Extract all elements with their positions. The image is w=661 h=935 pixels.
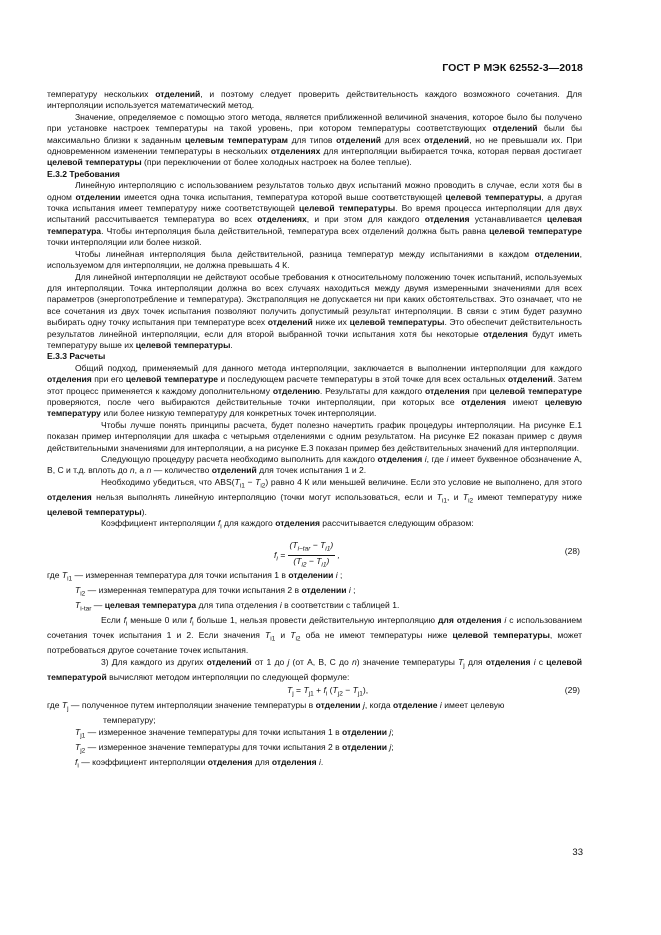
paragraph: Значение, определяемое с помощью этого метода, является приближенной величиной значения, которое было бы получено при установке настроек температуры на такой уровень, при котором температуры соответствующих отделений были бы максимально близки к заданным целевым температурам для типов отделений для всех отделений, но не превышали их. При одновременном изменении температуры в нескольких отделениях для интерполяции выбирается точка, которая первая достигает целевой температуры (при переключении от более холодных настроек на более теплые). (47, 111, 582, 168)
paragraph: Следующую процедуру расчета необходимо выполнить для каждого отделения i, где i имеет буквенное обозначение А, В, С и т.д. вплоть до n, а n — количество отделений для точек испытания 1 и 2. (47, 454, 582, 476)
equation-number: (29) (564, 685, 580, 696)
section-heading: Е.3.2 Требования (47, 168, 120, 179)
definition: $f_i$ — коэффициент интерполяции отделения для отделения i. (75, 756, 324, 770)
paragraph: Для линейной интерполяции не действуют особые требования к относительному положению точек испытаний, используемых для интерполяции. Точка интерполяции должна во всех случаях находиться между двумя измеренными значениями для всех параметров (энергопотребление и температура). Экстраполяция не допускается ни при каких обстоятельствах. Это означает, что не все сочетания из двух точек испытания позволяют получить допустимый результат интерполяции. В связи с этим будет разумно выбирать одну точку испытания при температуре всех отделений ниже их целевой температуры. Это обеспечит действительность результатов линейной интерполяции, если для второй выбранной точки испытания хотя бы некоторые отделения будут иметь температуру выше их целевой температуры. (47, 271, 582, 350)
equation-29: $T_j = T_{j1} + f_i$ $(T_{j2} - T_{j1})$, (29) (287, 685, 580, 698)
paragraph: Чтобы линейная интерполяция была действительной, разница температур между испытаниями в каждом отделении, используемом для интерполяции, не должна превышать 4 К. (47, 248, 582, 271)
definition: где $T_j$ — полученное путем интерполяции значение температуры в отделении j, когда отделение i имеет целевую (47, 700, 505, 713)
paragraph: Чтобы лучше понять принципы расчета, будет полезно начертить график процедуры интерполяции. На рисунке Е.1 показан пример интерполяции для шкафа с четырьмя отделениями с одним результатом. На рисунке Е2 показан пример с двумя действительными значениями для интерполяции, а на рисунке Е.3 показан пример без действительных значений для интерполяции. (47, 419, 582, 453)
paragraph: 3) Для каждого из других отделений от 1 до j (от А, В, С до n) значение температуры $T_j$ для отделения i с целевой температурой вычисляют методом интерполяции по следующей формуле: (47, 656, 582, 682)
paragraph: Необходимо убедиться, что $ABS(T_{i1} - T_{i2})$ равно 4 К или меньшей величине. Если это условие не выполнено, для этого отделения нельзя выполнять линейную интерполяцию (точки могут использоваться, если и $T_{i1}$, и $T_{i2}$ имеют температуру ниже целевой температуры). (47, 476, 582, 518)
paragraph: Коэффициент интерполяции $f_i$ для каждого отделения рассчитывается следующим образом: (101, 518, 474, 532)
equation-28: $f_i$ = $\frac{(T_{i-tar} - T_{i1})}{(T_{i2} - T_{i1})}$ , (28) (274, 539, 580, 569)
paragraph: Линейную интерполяцию с использованием результатов только двух испытаний можно проводить в случае, если хотя бы в одном отделении имеется одна точка испытания, температура которой выше соответствующей целевой температуры, а другая точка испытания имеет температуру ниже соответствующей целевой температуры. Во время процесса интерполяции для двух испытаний рассчитывается температура во всех отделениях, и при этом для каждого отделения устанавливается целевая температура. Чтобы интерполяция была действительной, температура всех отделений должна быть равна целевой температуре точки интерполяции или более низкой. (47, 180, 583, 248)
definition: $T_{j2}$ — измеренное значение температуры для точки испытания 2 в отделении j; (75, 741, 394, 755)
definition: $T_{i-tar}$ — целевая температура для типа отделения i в соответствии с таблицей 1. (75, 599, 400, 613)
paragraph: Если $f_i$ меньше 0 или $f_i$ больше 1, нельзя провести действительную интерполяцию для отделения i с использованием сочетания точек испытания 1 и 2. Если значения $T_{i1}$ и $T_{i2}$ оба не имеют температуры ниже целевой температуры, может потребоваться другое сочетание точек испытания. (47, 614, 582, 656)
equation-number: (28) (564, 545, 580, 556)
page-number: 33 (572, 847, 583, 858)
document-header: ГОСТ Р МЭК 62552-3—2018 (442, 62, 583, 74)
paragraph: Общий подход, применяемый для данного метода интерполяции, заключается в выполнении интерполяции для каждого отделения при его целевой температуре и последующем расчете температуры в этой точке для всех остальных отделений. Затем этот процесс применяется к каждому дополнительному отделению. Результаты для каждого отделения при целевой температуре проверяются, после чего выбираются действительные точки интерполяции, при которых все отделения имеют целевую температуру или более низкую температуру для конкретных точек интерполяции. (47, 362, 583, 419)
definition: температуру; (103, 715, 156, 726)
section-heading: Е.3.3 Расчеты (47, 351, 106, 362)
paragraph: температуру нескольких отделений, и поэтому следует проверить действительность каждого возможного сочетания. Для интерполяции используется математический метод. (47, 89, 582, 111)
definition: $T_{j1}$ — измеренное значение температуры для точки испытания 1 в отделении j; (75, 726, 394, 740)
definition: где $T_{i1}$ — измеренная температура для точки испытания 1 в отделении i ; (47, 569, 343, 583)
document-body (47, 89, 582, 772)
definition: $T_{i2}$ — измеренная температура для точки испытания 2 в отделении i ; (75, 584, 356, 598)
